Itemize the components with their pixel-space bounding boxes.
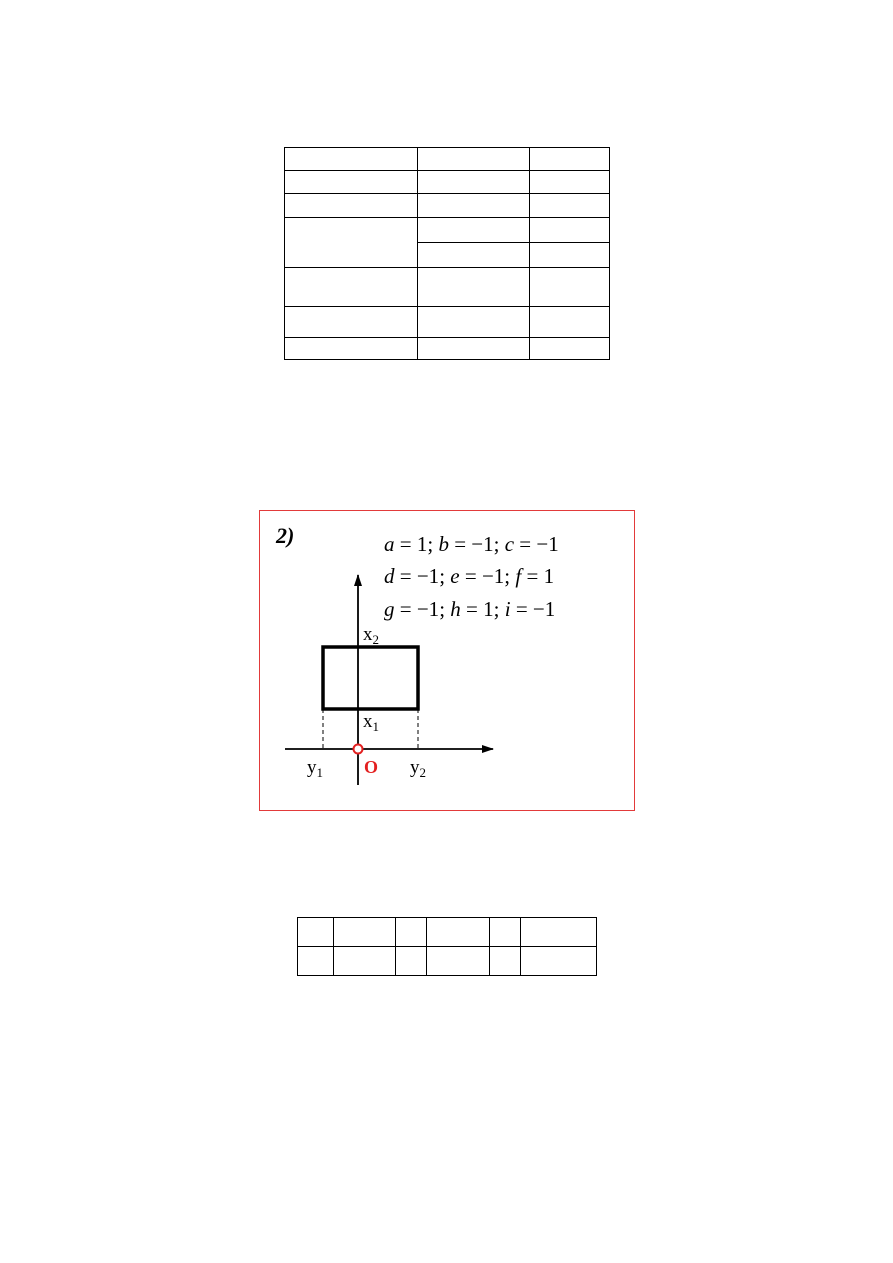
table-row [285,307,610,338]
table-cell [418,194,530,218]
figure-frame [259,510,635,811]
table-cell [490,947,521,976]
table-cell [285,338,418,360]
eq-var: f [515,564,522,588]
table-cell [530,171,610,194]
table-row [285,171,610,194]
eq-var: i [504,597,511,621]
label-y1: $y_1$ [307,757,323,780]
top-empty-table [284,147,610,360]
table-cell [530,338,610,360]
table-row [298,918,597,947]
table-cell [530,194,610,218]
table-cell [285,194,418,218]
label-x1: $x_1$ [363,711,379,734]
bold-rectangle [323,647,418,709]
eq-value: −1 [481,564,505,588]
table-cell [298,918,334,947]
table-cell [418,268,530,307]
table-cell [418,218,530,243]
eq-var: a [384,532,395,556]
table-cell [418,171,530,194]
table-cell [418,338,530,360]
table-cell [334,947,396,976]
table-row [285,194,610,218]
table-cell [285,148,418,171]
origin-point [354,745,363,754]
eq-value: 1 [543,564,555,588]
table-cell [530,243,610,268]
eq-value: 1 [416,532,428,556]
eq-var: c [504,532,515,556]
eq-value: −1 [536,532,559,556]
equation-line-3: g = −1; h = 1; i = −1 [384,597,556,621]
table-cell [334,918,396,947]
table-cell [521,947,597,976]
eq-value: 1 [483,597,494,621]
eq-var: b [438,532,449,556]
eq-value: −1 [416,597,440,621]
eq-value: −1 [532,597,556,621]
eq-value: −1 [416,564,440,588]
equation-line-2: d = −1; e = −1; f = 1 [384,564,555,588]
label-y2: $y_2$ [410,757,426,780]
bottom-empty-table [297,917,597,976]
eq-var: e [450,564,460,588]
table-cell [530,218,610,243]
table-cell [521,918,597,947]
table-cell [530,268,610,307]
table-cell [418,148,530,171]
table-row [285,148,610,171]
figure-label: 2) [276,523,295,548]
eq-var: h [450,597,461,621]
label-x2: $x_2$ [363,624,379,647]
table-cell [298,947,334,976]
equation-line-1: a = 1; b = −1; c = −1 [384,532,559,556]
table-row [285,268,610,307]
eq-value: −1 [471,532,494,556]
table-cell [285,171,418,194]
table-cell [530,148,610,171]
table-cell [285,307,418,338]
table-cell [418,243,530,268]
table-cell [396,918,427,947]
eq-var: d [384,564,395,588]
table-cell [427,947,490,976]
table-cell [427,918,490,947]
coordinate-diagram [260,511,633,809]
table-cell [490,918,521,947]
table-row [285,218,610,243]
label-origin: O [364,757,379,777]
table-cell [530,307,610,338]
table-cell [418,307,530,338]
table-cell [396,947,427,976]
table-cell-merged [285,218,418,268]
eq-var: g [384,597,395,621]
table-cell [285,268,418,307]
table-row [298,947,597,976]
table-row [285,338,610,360]
